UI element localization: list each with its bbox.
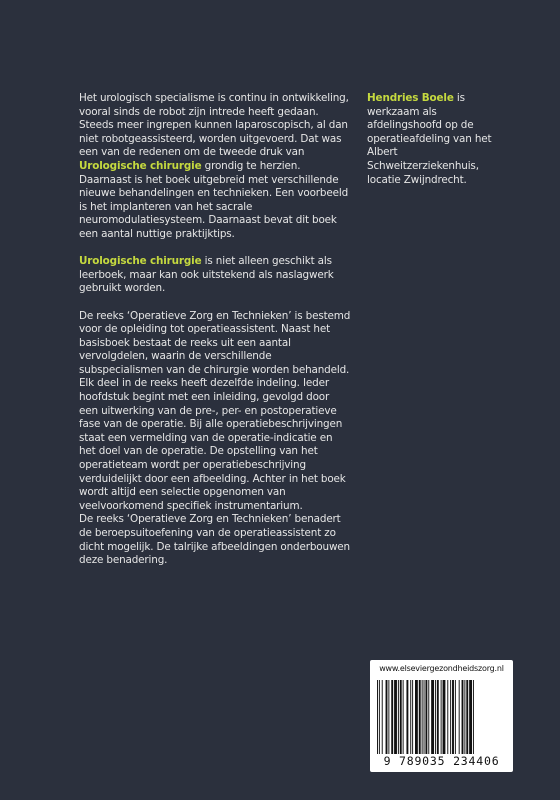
publisher-url: www.elseviergezondheidszorg.nl [379,664,504,673]
intro-paragraph [79,92,351,242]
barcode-bar [462,680,464,754]
barcode-bar [441,680,442,754]
blurb-column [79,92,351,568]
barcode-bar [425,680,427,754]
barcode-bar [394,680,397,754]
barcode-bar [464,680,465,754]
barcode-bar [424,680,425,754]
barcode-bar [403,680,404,754]
barcode-bar [435,680,436,754]
barcode-label [370,660,513,772]
barcode-bar [406,680,408,754]
usage-paragraph [79,255,351,296]
series-paragraph-2: Elk deel in de reeks heeft dezelfde indeling. Ieder hoofdstuk begint met een inleiding, gevolgd door een uitwerking van de pre-, per- en postoperatieve fase van de operatie. Bij alle operatiebeschrijvingen staat een vermelding van de operatie-indicatie en het doel van de operatie. De opstelling van het operatieteam wordt per operatiebeschrijving verduidelijkt door een afbeelding. Achter in het boek wordt altijd een selectie opgenomen van veelvoorkomend specifiek instrumentarium. [79,377,346,512]
barcode-bar [469,680,472,754]
barcode-bar [386,680,388,754]
barcode-bar [382,680,383,754]
barcode-bar [431,680,434,754]
barcode-bar [452,680,454,754]
barcode-bar [422,680,423,754]
intro-text-a: Het urologisch specialisme is continu in ontwikkeling, vooral sinds de robot zijn intrede heeft gedaan. Steeds meer ingrepen kunnen laparoscopisch, al dan niet robotgeassisteerd, worden uitgevoerd. Dat was een van de redenen om de tweede druk van [79,92,349,159]
barcode-bar [455,680,456,754]
author-paragraph [367,92,507,187]
barcode-bar [473,680,474,754]
barcode-bar [447,680,448,754]
book-title-highlight: Urologische chirurgie [79,159,202,172]
barcode-bar [450,680,451,754]
book-title-highlight: Urologische chirurgie [79,255,202,268]
barcode-bar [415,680,418,754]
barcode-bar [410,680,411,754]
intro-text-b: grondig te herzien. Daarnaast is het boek uitgebreid met verschillende nieuwe behandelingen en technieken. Een voorbeeld is het implanteren van het sacrale neuromodulatiesysteem. Daarnaast bevat dit boek een aantal nuttige praktijktips. [79,159,349,240]
author-column [367,92,507,201]
barcode-bar [391,680,393,754]
barcode-bar [428,680,429,754]
barcode-bar [400,680,402,754]
barcode-bar [443,680,446,754]
isbn-number: 9 789035 234406 [383,754,500,768]
barcode-bar [388,680,389,754]
series-paragraph-3: De reeks ‘Operatieve Zorg en Technieken’ benadert de beroepsuitoefening van de operatieassistent zo dicht mogelijk. De talrijke afbeeldingen onderbouwen deze benadering. [79,513,350,567]
barcode-bar [398,680,399,754]
barcode-bar [377,680,378,754]
usage-text: is niet alleen geschikt als leerboek, maar kan ook uitstekend als naslagwerk gebruikt worden. [79,255,334,295]
author-name: Hendries Boele [367,92,454,104]
barcode-bar [412,680,413,754]
barcode-bar [437,680,439,754]
barcode-bar [419,680,421,754]
barcode-bar [466,680,468,754]
author-bio: is werkzaam als afdelingshoofd op de operatieafdeling van het Albert Schweitzerziekenhuis, locatie Zwijndrecht. [367,92,492,186]
barcode-bars [376,680,507,754]
barcode-bar [459,680,460,754]
series-paragraph-1: De reeks ‘Operatieve Zorg en Technieken’ is bestemd voor de opleiding tot operatieassistent. Naast het basisboek bestaat de reeks uit een aantal vervolgdelen, waarin de verschillende subspecialismen van de chirurgie worden behandeld. [79,309,351,376]
barcode-bar [379,680,380,754]
